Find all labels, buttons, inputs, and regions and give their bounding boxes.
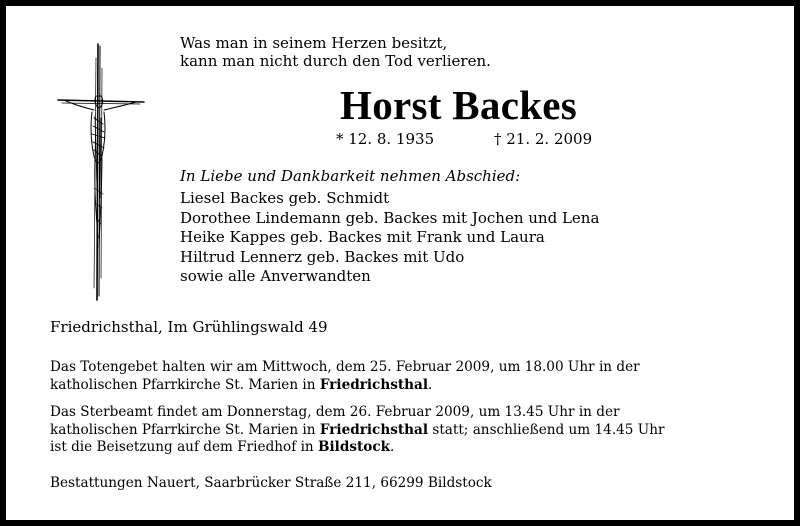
cemetery-place: Bildstock bbox=[318, 439, 391, 455]
quote-line-2: kann man nicht durch den Tod verlieren. bbox=[180, 52, 491, 70]
prayer-line-1: Das Totengebet halten wir am Mittwoch, dem 25. Februar 2009, um 18.00 Uhr in der bbox=[50, 359, 640, 375]
requiem-place: Friedrichsthal bbox=[319, 421, 429, 438]
quote-line-1: Was man in seinem Herzen besitzt, bbox=[180, 34, 448, 52]
family-address: Friedrichsthal, Im Grühlingswald 49 bbox=[50, 318, 328, 336]
mourners-list bbox=[180, 189, 599, 287]
funeral-home: Bestattungen Nauert, Saarbrücker Straße 211, 66299 Bildstock bbox=[50, 475, 492, 491]
crucifix-icon bbox=[50, 38, 146, 304]
mourner-item: Heike Kappes geb. Backes mit Frank und Laura bbox=[180, 228, 545, 246]
requiem-text: katholischen Pfarrkirche St. Marien in bbox=[50, 421, 320, 438]
mourner-item: sowie alle Anverwandten bbox=[180, 267, 371, 285]
prayer-line-2 bbox=[50, 377, 640, 395]
mourner-item: Dorothee Lindemann geb. Backes mit Jochen und Lena bbox=[180, 208, 600, 227]
mourner-item: Hiltrud Lennerz geb. Backes mit Udo bbox=[180, 247, 465, 266]
mourners-heading: In Liebe und Dankbarkeit nehmen Abschied: bbox=[180, 167, 521, 185]
prayer-place: Friedrichsthal bbox=[319, 376, 429, 393]
deceased-name: Horst Backes bbox=[340, 82, 578, 128]
burial-text: ist die Beisetzung auf dem Friedhof in bbox=[50, 439, 318, 455]
birth-date: * 12. 8. 1935 bbox=[336, 130, 435, 148]
prayer-announcement bbox=[50, 359, 640, 394]
prayer-text: katholischen Pfarrkirche St. Marien in bbox=[50, 376, 320, 393]
memorial-quote bbox=[180, 34, 491, 70]
requiem-line-2 bbox=[50, 422, 664, 440]
prayer-end: . bbox=[428, 376, 433, 393]
requiem-announcement bbox=[50, 404, 664, 457]
requiem-text-cont: statt; anschließend um 14.45 Uhr bbox=[428, 421, 665, 438]
requiem-line-1: Das Sterbeamt findet am Donnerstag, dem 26. Februar 2009, um 13.45 Uhr in der bbox=[50, 404, 620, 420]
mourner-item: Liesel Backes geb. Schmidt bbox=[180, 189, 390, 207]
death-date: † 21. 2. 2009 bbox=[494, 130, 593, 148]
requiem-line-3 bbox=[50, 439, 664, 457]
burial-end: . bbox=[390, 439, 395, 455]
